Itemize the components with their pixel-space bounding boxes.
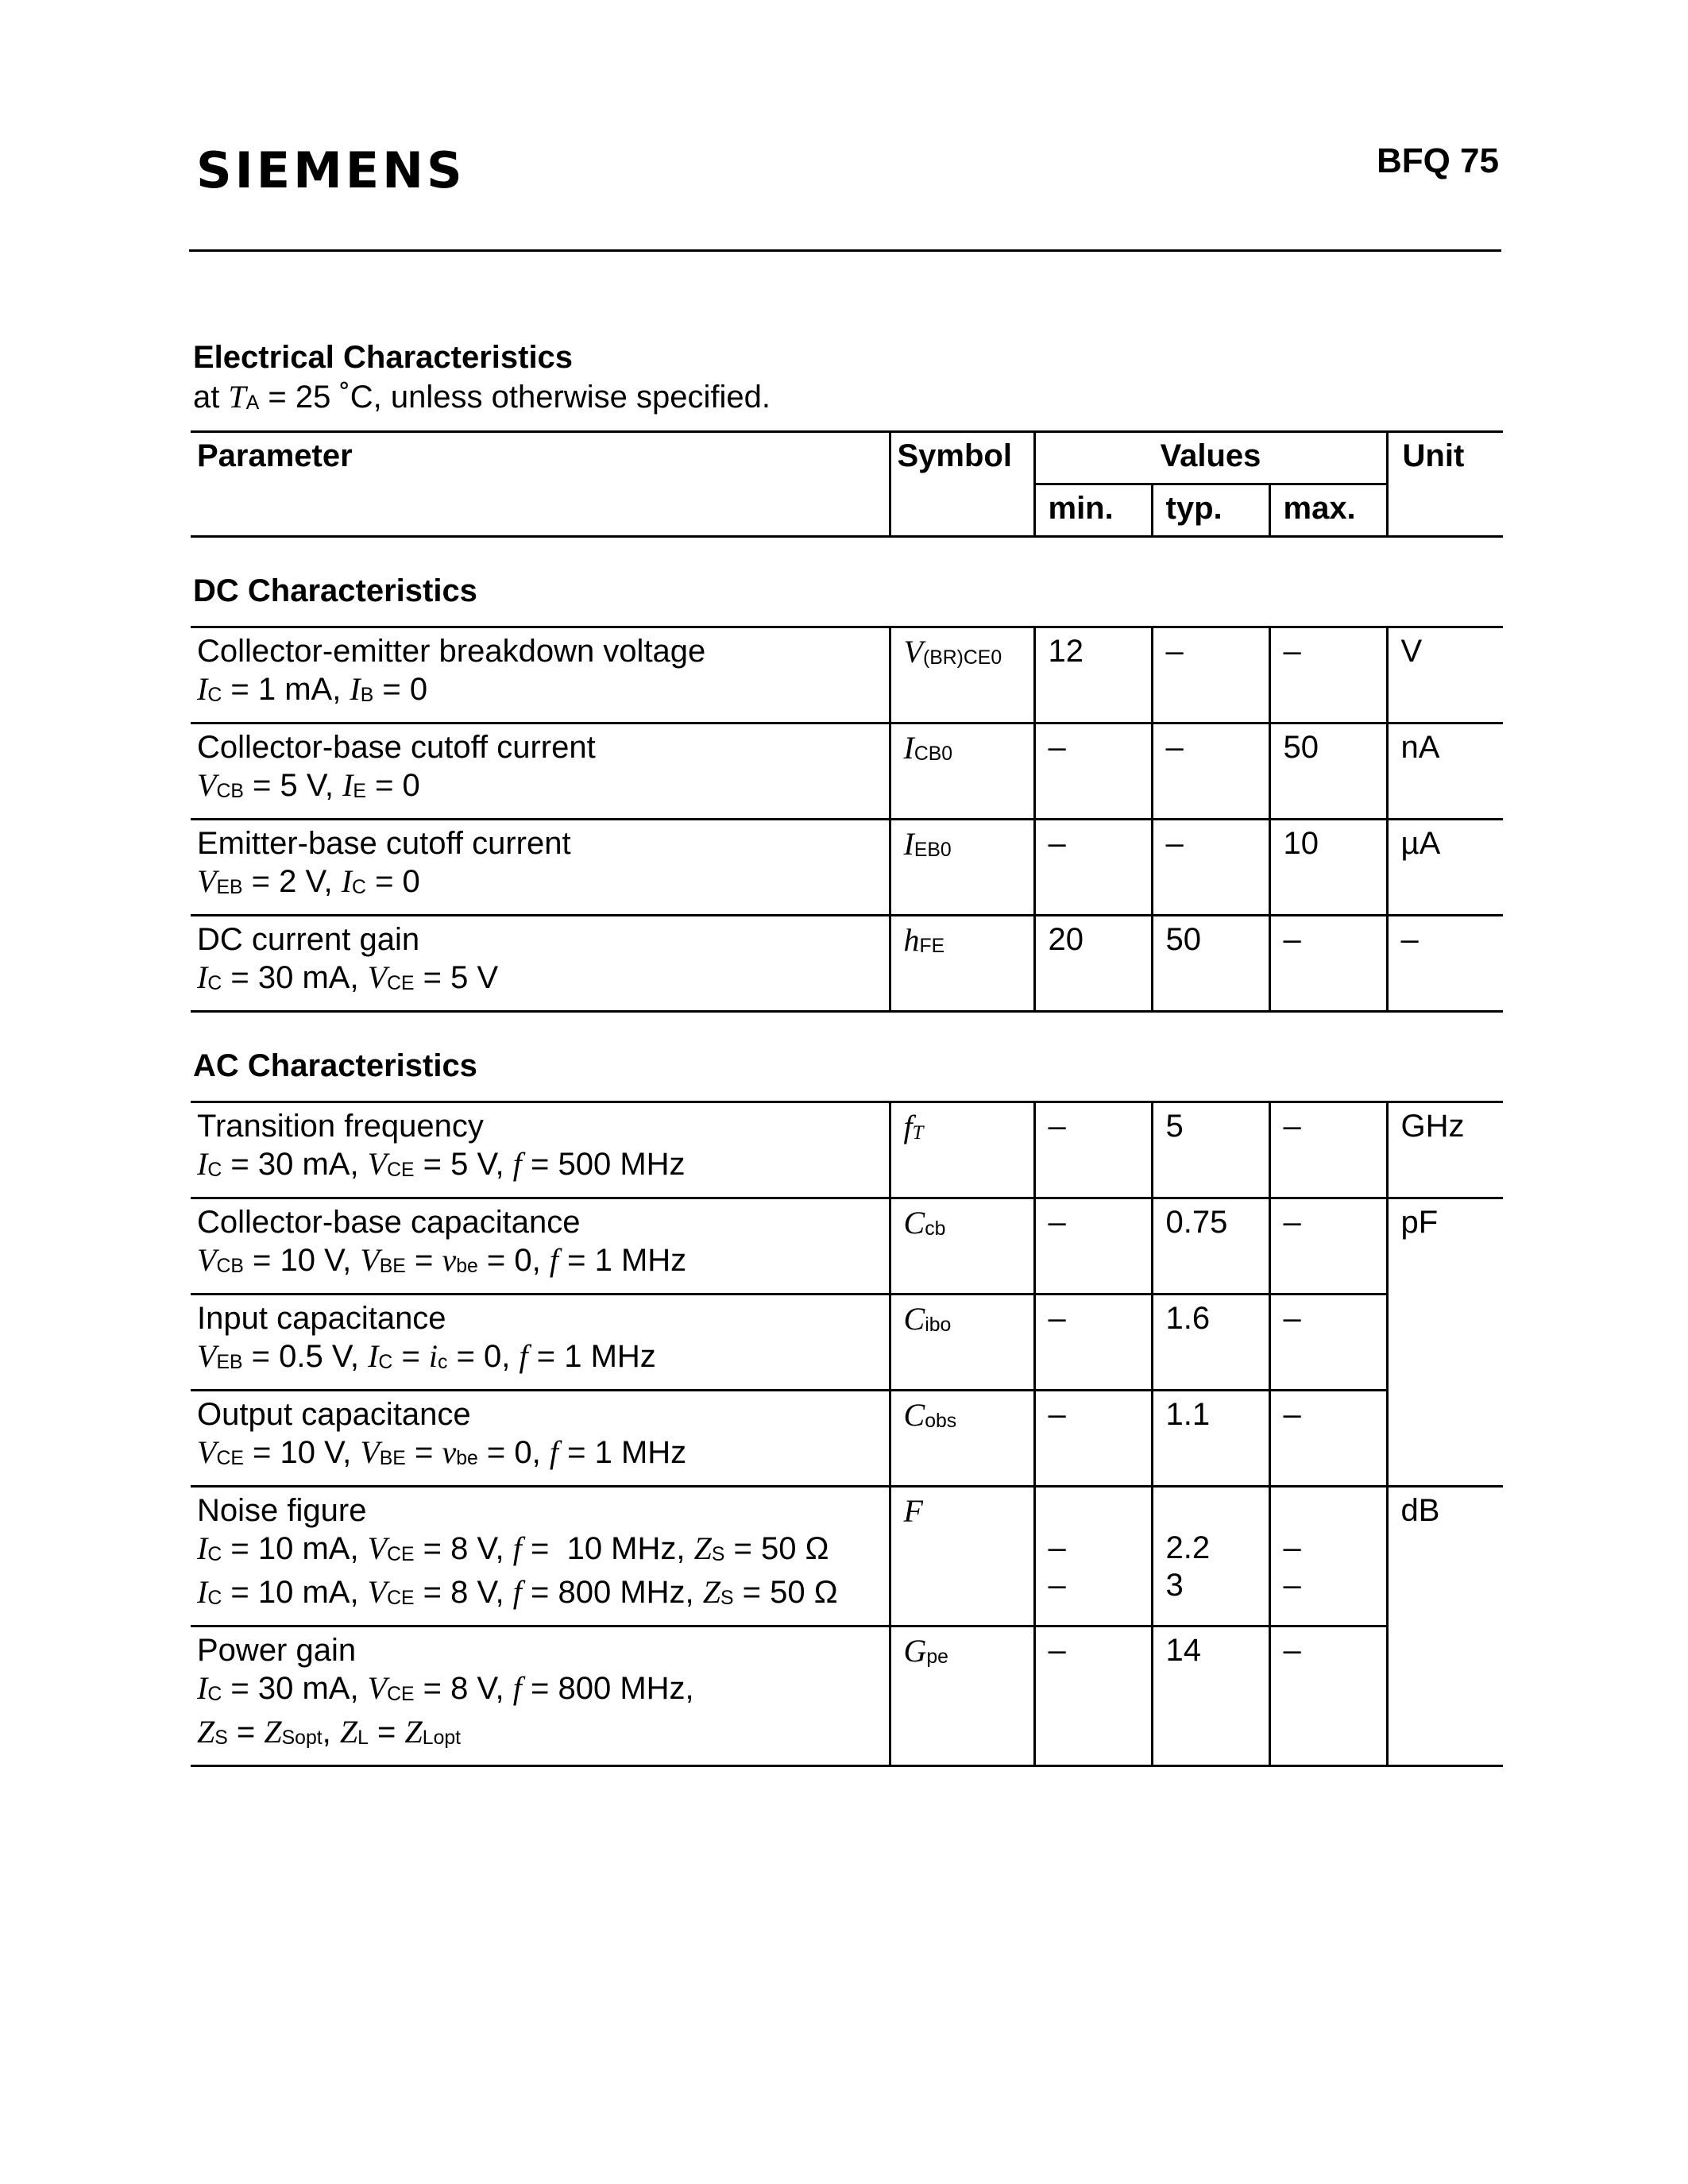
parameter-name: Input capacitance xyxy=(197,1300,446,1336)
table-row xyxy=(191,1102,1503,1198)
value-typ: – xyxy=(1152,627,1269,723)
test-conditions: $V_{EB} = 0.5$ V, $I_C = i_c = 0$, f = 1 MHz xyxy=(197,1337,656,1374)
symbol: $C_{obs}$ xyxy=(890,1390,1034,1486)
symbol: $C_{cb}$ xyxy=(890,1198,1034,1294)
unit: µA xyxy=(1387,819,1503,915)
symbol: $h_{FE}$ xyxy=(890,915,1034,1011)
test-conditions: $V_{CB} = 10$ V, $V_{BE} = v_{be} = 0$, f = 1 MHz xyxy=(197,1241,687,1278)
value-min: 20 xyxy=(1034,915,1152,1011)
test-conditions: $I_C = 30$ mA, $V_{CE} = 5$ V, f = 500 MHz xyxy=(197,1145,686,1182)
value-typ: 14 xyxy=(1152,1626,1269,1765)
brand-logo: SIEMENS xyxy=(196,141,465,199)
value-typ: – xyxy=(1152,723,1269,819)
parameter-name: DC current gain xyxy=(197,921,420,957)
value-min: – xyxy=(1034,1294,1152,1390)
parameter-name: Collector-base capacitance xyxy=(197,1204,581,1240)
electrical-characteristics-table xyxy=(191,430,1503,1767)
header-parameter: Parameter xyxy=(191,432,890,537)
table-row xyxy=(191,1198,1503,1294)
test-conditions: $Z_S = Z_{Sopt}$, $Z_L = Z_{Lopt}$ xyxy=(197,1713,462,1750)
value-typ: 2.2 3 xyxy=(1152,1486,1269,1626)
value-max: 10 xyxy=(1269,819,1387,915)
parameter-name: Transition frequency xyxy=(197,1108,484,1144)
symbol: $V_{(BR)CE0}$ xyxy=(890,627,1034,723)
symbol: $I_{CB0}$ xyxy=(890,723,1034,819)
value-min: – xyxy=(1034,1626,1152,1765)
value-max: 50 xyxy=(1269,723,1387,819)
unit: V xyxy=(1387,627,1503,723)
table-row xyxy=(191,1294,1503,1390)
header-unit: Unit xyxy=(1387,432,1503,537)
table-row xyxy=(191,1486,1503,1626)
value-max: – xyxy=(1269,1626,1387,1765)
header-divider xyxy=(189,249,1501,252)
unit: nA xyxy=(1387,723,1503,819)
table-row xyxy=(191,1390,1503,1486)
unit: pF xyxy=(1387,1198,1503,1486)
parameter-name: Noise figure xyxy=(197,1492,367,1528)
symbol: $I_{EB0}$ xyxy=(890,819,1034,915)
ac-section-title: AC Characteristics xyxy=(193,1048,477,1083)
unit: GHz xyxy=(1387,1102,1503,1198)
value-max: – xyxy=(1269,1102,1387,1198)
test-conditions: $V_{CB} = 5$ V, $I_E = 0$ xyxy=(197,766,420,803)
value-max: – – xyxy=(1269,1486,1387,1626)
value-typ: 1.1 xyxy=(1152,1390,1269,1486)
symbol: $G_{pe}$ xyxy=(890,1626,1034,1765)
symbol: $C_{ibo}$ xyxy=(890,1294,1034,1390)
value-min: – xyxy=(1034,1390,1152,1486)
table-row xyxy=(191,723,1503,819)
test-conditions: $I_C = 30$ mA, $V_{CE} = 5$ V xyxy=(197,959,499,995)
value-max: – xyxy=(1269,1198,1387,1294)
value-max: – xyxy=(1269,915,1387,1011)
header-symbol: Symbol xyxy=(890,432,1034,537)
test-conditions: $I_C = 10$ mA, $V_{CE} = 8$ V, f = 10 MHz, $Z_S = 50$ Ω xyxy=(197,1530,829,1566)
value-typ: 1.6 xyxy=(1152,1294,1269,1390)
section-subtitle: at $T_A = 25$ ˚C, unless otherwise specified. xyxy=(193,379,771,415)
test-conditions: $I_C = 10$ mA, $V_{CE} = 8$ V, f = 800 MHz, $Z_S = 50$ Ω xyxy=(197,1573,838,1610)
value-min: – xyxy=(1034,819,1152,915)
parameter-name: Collector-base cutoff current xyxy=(197,729,596,765)
parameter-name: Power gain xyxy=(197,1632,357,1668)
value-typ: 0.75 xyxy=(1152,1198,1269,1294)
section-title: Electrical Characteristics xyxy=(193,340,574,375)
parameter-name: Emitter-base cutoff current xyxy=(197,825,571,861)
value-min: – xyxy=(1034,1198,1152,1294)
value-min: – xyxy=(1034,1102,1152,1198)
table-row xyxy=(191,819,1503,915)
table-row xyxy=(191,1626,1503,1765)
value-typ: 5 xyxy=(1152,1102,1269,1198)
value-max: – xyxy=(1269,627,1387,723)
test-conditions: $I_C = 1$ mA, $I_B = 0$ xyxy=(197,671,428,707)
unit: dB xyxy=(1387,1486,1503,1765)
part-number: BFQ 75 xyxy=(1376,141,1499,180)
header-typ: typ. xyxy=(1152,484,1269,537)
unit: – xyxy=(1387,915,1503,1011)
header-max: max. xyxy=(1269,484,1387,537)
value-min: – – xyxy=(1034,1486,1152,1626)
header-values: Values xyxy=(1034,432,1387,484)
dc-section-title: DC Characteristics xyxy=(191,537,1503,627)
value-max: – xyxy=(1269,1390,1387,1486)
value-typ: 50 xyxy=(1152,915,1269,1011)
test-conditions: $I_C = 30$ mA, $V_{CE} = 8$ V, f = 800 MHz, xyxy=(197,1669,694,1706)
parameter-name: Output capacitance xyxy=(197,1396,471,1432)
test-conditions: $V_{EB} = 2$ V, $I_C = 0$ xyxy=(197,862,420,899)
symbol: $f_T$ xyxy=(890,1102,1034,1198)
value-max: – xyxy=(1269,1294,1387,1390)
value-min: 12 xyxy=(1034,627,1152,723)
table-row xyxy=(191,915,1503,1011)
parameter-name: Collector-emitter breakdown voltage xyxy=(197,634,706,669)
test-conditions: $V_{CE} = 10$ V, $V_{BE} = v_{be} = 0$, f = 1 MHz xyxy=(197,1433,687,1470)
table-row xyxy=(191,627,1503,723)
value-typ: – xyxy=(1152,819,1269,915)
symbol: F xyxy=(890,1486,1034,1626)
value-min: – xyxy=(1034,723,1152,819)
header-min: min. xyxy=(1034,484,1152,537)
